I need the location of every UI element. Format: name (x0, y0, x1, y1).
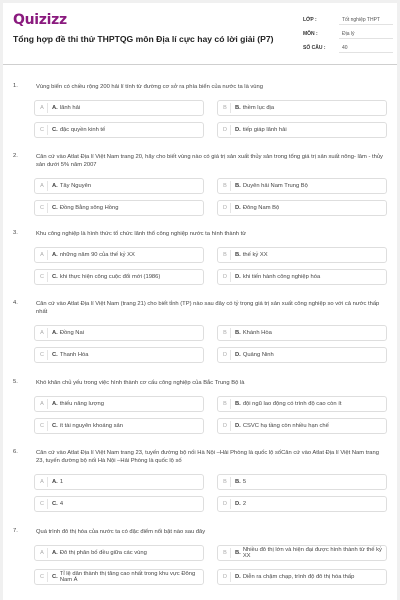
option-text (52, 248, 202, 262)
option-b[interactable] (217, 100, 387, 116)
option-label: 1 (59, 478, 64, 485)
option-text (235, 397, 385, 411)
option-letter: C (37, 125, 48, 135)
option-letter: A (37, 181, 48, 191)
worksheet-header (3, 3, 397, 65)
option-text (235, 201, 385, 215)
option-a[interactable] (34, 325, 204, 341)
option-prefix: B. (235, 104, 241, 111)
option-text (52, 270, 202, 284)
option-a[interactable] (34, 396, 204, 412)
option-d[interactable] (217, 200, 387, 216)
option-letter: B (220, 181, 231, 191)
meta-row-class (303, 14, 393, 28)
option-text (235, 123, 385, 137)
worksheet-meta (303, 14, 393, 56)
meta-value: Tốt nghiệp THPT (339, 14, 393, 25)
option-text (52, 397, 202, 411)
question-text: Căn cứ vào Atlat Địa lí Việt Nam trang 23, tuyến đường bộ nối Hà Nội –Hải Phòng là quốc lộ sốCăn cứ vào Atlat Địa lí Việt Nam trang 23, tuyến đường bộ nối Hà Nội –Hải Phòng là quốc lộ số (36, 450, 379, 464)
option-letter: A (37, 103, 48, 113)
option-letter: B (220, 103, 231, 113)
option-letter: A (37, 477, 48, 487)
worksheet-title: Tổng hợp đề thi thử THPTQG môn Địa lí cực hay có lời giải (P7) (13, 34, 274, 44)
option-prefix: A. (52, 182, 58, 189)
option-letter: D (220, 572, 231, 582)
option-prefix: B. (235, 329, 241, 336)
option-prefix: C. (52, 273, 58, 280)
option-a[interactable] (34, 100, 204, 116)
option-text (52, 201, 202, 215)
option-text (52, 123, 202, 137)
meta-value: Địa lý (339, 28, 393, 39)
option-letter: A (37, 328, 48, 338)
option-label: Khánh Hòa (242, 329, 272, 336)
option-text (52, 475, 202, 489)
option-prefix: A. (52, 400, 58, 407)
option-text (235, 248, 385, 262)
option-b[interactable] (217, 474, 387, 490)
option-text (52, 570, 202, 584)
option-text (235, 326, 385, 340)
option-letter: D (220, 272, 231, 282)
option-prefix: D. (235, 273, 241, 280)
option-prefix: C. (52, 126, 58, 133)
option-prefix: D. (235, 500, 241, 507)
option-label: Đô thị phân bố đều giữa các vùng (59, 549, 147, 556)
question-number: 2. (13, 153, 18, 159)
option-label: Đồng Bằng sông Hồng (59, 204, 119, 211)
option-d[interactable] (217, 122, 387, 138)
option-prefix: D. (235, 422, 241, 429)
option-letter: D (220, 350, 231, 360)
option-prefix: A. (52, 104, 58, 111)
option-prefix: A. (52, 329, 58, 336)
option-letter: A (37, 548, 48, 558)
option-b[interactable] (217, 396, 387, 412)
option-letter: A (37, 250, 48, 260)
meta-label: SỐ CÂU : (303, 45, 326, 51)
option-c[interactable] (34, 122, 204, 138)
option-label: đội ngũ lao động có trình độ cao còn ít (242, 400, 342, 407)
question-text: Khó khăn chủ yếu trong việc hình thành cơ cấu công nghiệp của Bắc Trung Bộ là (36, 380, 245, 386)
option-letter: B (220, 548, 231, 558)
option-b[interactable] (217, 247, 387, 263)
option-label: những năm 90 của thế kỷ XX (59, 251, 135, 258)
option-label: Đồng Nai (59, 329, 84, 336)
question-number: 4. (13, 300, 18, 306)
option-a[interactable] (34, 545, 204, 561)
question-number: 3. (13, 230, 18, 236)
option-letter: C (37, 203, 48, 213)
option-text (235, 546, 385, 560)
question-number: 5. (13, 379, 18, 385)
option-d[interactable] (217, 418, 387, 434)
option-prefix: C. (52, 422, 58, 429)
meta-label: LỚP : (303, 17, 317, 23)
option-a[interactable] (34, 474, 204, 490)
option-b[interactable] (217, 545, 387, 561)
option-label: thiếu năng lượng (59, 400, 104, 407)
option-text (235, 179, 385, 193)
option-text (235, 419, 385, 433)
option-text (235, 570, 385, 584)
option-label: Duyên hải Nam Trung Bộ (242, 182, 308, 189)
option-letter: C (37, 272, 48, 282)
option-label: Tây Nguyên (59, 182, 92, 189)
question-text: Căn cứ vào Atlat Địa lí Việt Nam (trang 21) cho biết tỉnh (TP) nào sau đây có tỷ trọng giá trị sản xuất công nghiệp so với cả nước thấp nhất (36, 301, 380, 315)
question-number: 7. (13, 528, 18, 534)
option-label: tiếp giáp lãnh hải (242, 126, 287, 133)
question-text: Căn cứ vào Atlat Địa lí Việt Nam trang 20, hãy cho biết vùng nào có giá trị sản xuất thủy sản trong tổng giá trị sản xuất nông- lâm - thủy sản dưới 5% năm 2007 (36, 154, 383, 168)
option-prefix: B. (235, 400, 241, 407)
option-label: đặc quyền kinh tế (59, 126, 106, 133)
option-c[interactable] (34, 269, 204, 285)
meta-row-count (303, 42, 393, 56)
option-label: CSVC hạ tầng còn nhiều hạn chế (242, 422, 329, 429)
question-text: Vùng biển có chiều rộng 200 hải lí tính từ đường cơ sở ra phía biển của nước ta là vùng (36, 84, 263, 90)
option-label: 5 (242, 478, 247, 485)
option-prefix: C. (52, 204, 58, 211)
option-b[interactable] (217, 325, 387, 341)
option-d[interactable] (217, 269, 387, 285)
option-text (235, 270, 385, 284)
option-text (235, 475, 385, 489)
option-text (52, 101, 202, 115)
option-text (52, 546, 202, 560)
option-label: Đông Nam Bộ (242, 204, 280, 211)
option-label: 2 (242, 500, 247, 507)
option-letter: D (220, 421, 231, 431)
option-prefix: A. (52, 549, 58, 556)
worksheet-page (3, 3, 397, 600)
option-letter: B (220, 328, 231, 338)
option-b[interactable] (217, 178, 387, 194)
option-label: lãnh hải (59, 104, 81, 111)
option-prefix: C. (52, 351, 58, 358)
option-d[interactable] (217, 347, 387, 363)
option-label: Nhiều đô thị lớn và hiện đại được hình thành từ thế kỷ XX (242, 546, 382, 559)
option-c[interactable] (34, 347, 204, 363)
question-number: 6. (13, 449, 18, 455)
question-number: 1. (13, 83, 18, 89)
option-text (52, 179, 202, 193)
option-label: ít tài nguyên khoáng sản (59, 422, 123, 429)
option-letter: C (37, 572, 48, 582)
option-prefix: B. (235, 549, 241, 556)
option-c[interactable] (34, 569, 204, 585)
option-letter: A (37, 399, 48, 409)
option-label: Diễn ra chậm chạp, trình độ đô thị hóa thấp (242, 573, 355, 580)
meta-row-subject (303, 28, 393, 42)
option-a[interactable] (34, 178, 204, 194)
question-text: Quá trình đô thị hóa của nước ta có đặc điểm nổi bật nào sau đây (36, 529, 206, 535)
option-letter: C (37, 499, 48, 509)
option-c[interactable] (34, 496, 204, 512)
meta-value: 40 (339, 42, 393, 53)
option-prefix: B. (235, 478, 241, 485)
option-d[interactable] (217, 569, 387, 585)
option-label: khi thực hiện công cuộc đổi mới (1986) (59, 273, 161, 280)
option-label: 4 (59, 500, 64, 507)
option-text (52, 497, 202, 511)
quizizz-logo: Quizizz (13, 12, 67, 28)
question-text: Khu công nghiệp là hình thức tổ chức lãnh thổ công nghiệp nước ta hình thành từ (36, 231, 247, 237)
option-prefix: C. (52, 500, 58, 507)
option-letter: B (220, 399, 231, 409)
option-prefix: B. (235, 251, 241, 258)
option-label: thế kỷ XX (242, 251, 268, 258)
option-text (52, 419, 202, 433)
option-letter: C (37, 350, 48, 360)
option-text (235, 497, 385, 511)
option-label: khi tiến hành công nghiệp hóa (242, 273, 321, 280)
option-c[interactable] (34, 200, 204, 216)
option-c[interactable] (34, 418, 204, 434)
option-letter: D (220, 125, 231, 135)
option-prefix: D. (235, 351, 241, 358)
option-prefix: C. (52, 573, 58, 580)
option-label: thềm lục địa (242, 104, 275, 111)
option-letter: D (220, 499, 231, 509)
option-label: Thanh Hóa (59, 351, 89, 358)
option-prefix: D. (235, 126, 241, 133)
option-letter: B (220, 250, 231, 260)
option-label: Tỉ lệ dân thành thị tăng cao nhất trong khu vực Đông Nam Á (59, 570, 196, 583)
option-letter: B (220, 477, 231, 487)
option-a[interactable] (34, 247, 204, 263)
option-prefix: D. (235, 573, 241, 580)
option-text (235, 348, 385, 362)
option-prefix: D. (235, 204, 241, 211)
option-prefix: A. (52, 251, 58, 258)
option-d[interactable] (217, 496, 387, 512)
option-text (52, 348, 202, 362)
option-label: Quảng Ninh (242, 351, 274, 358)
option-letter: D (220, 203, 231, 213)
option-text (52, 326, 202, 340)
meta-label: MÔN : (303, 31, 318, 37)
option-prefix: A. (52, 478, 58, 485)
option-text (235, 101, 385, 115)
option-prefix: B. (235, 182, 241, 189)
option-letter: C (37, 421, 48, 431)
